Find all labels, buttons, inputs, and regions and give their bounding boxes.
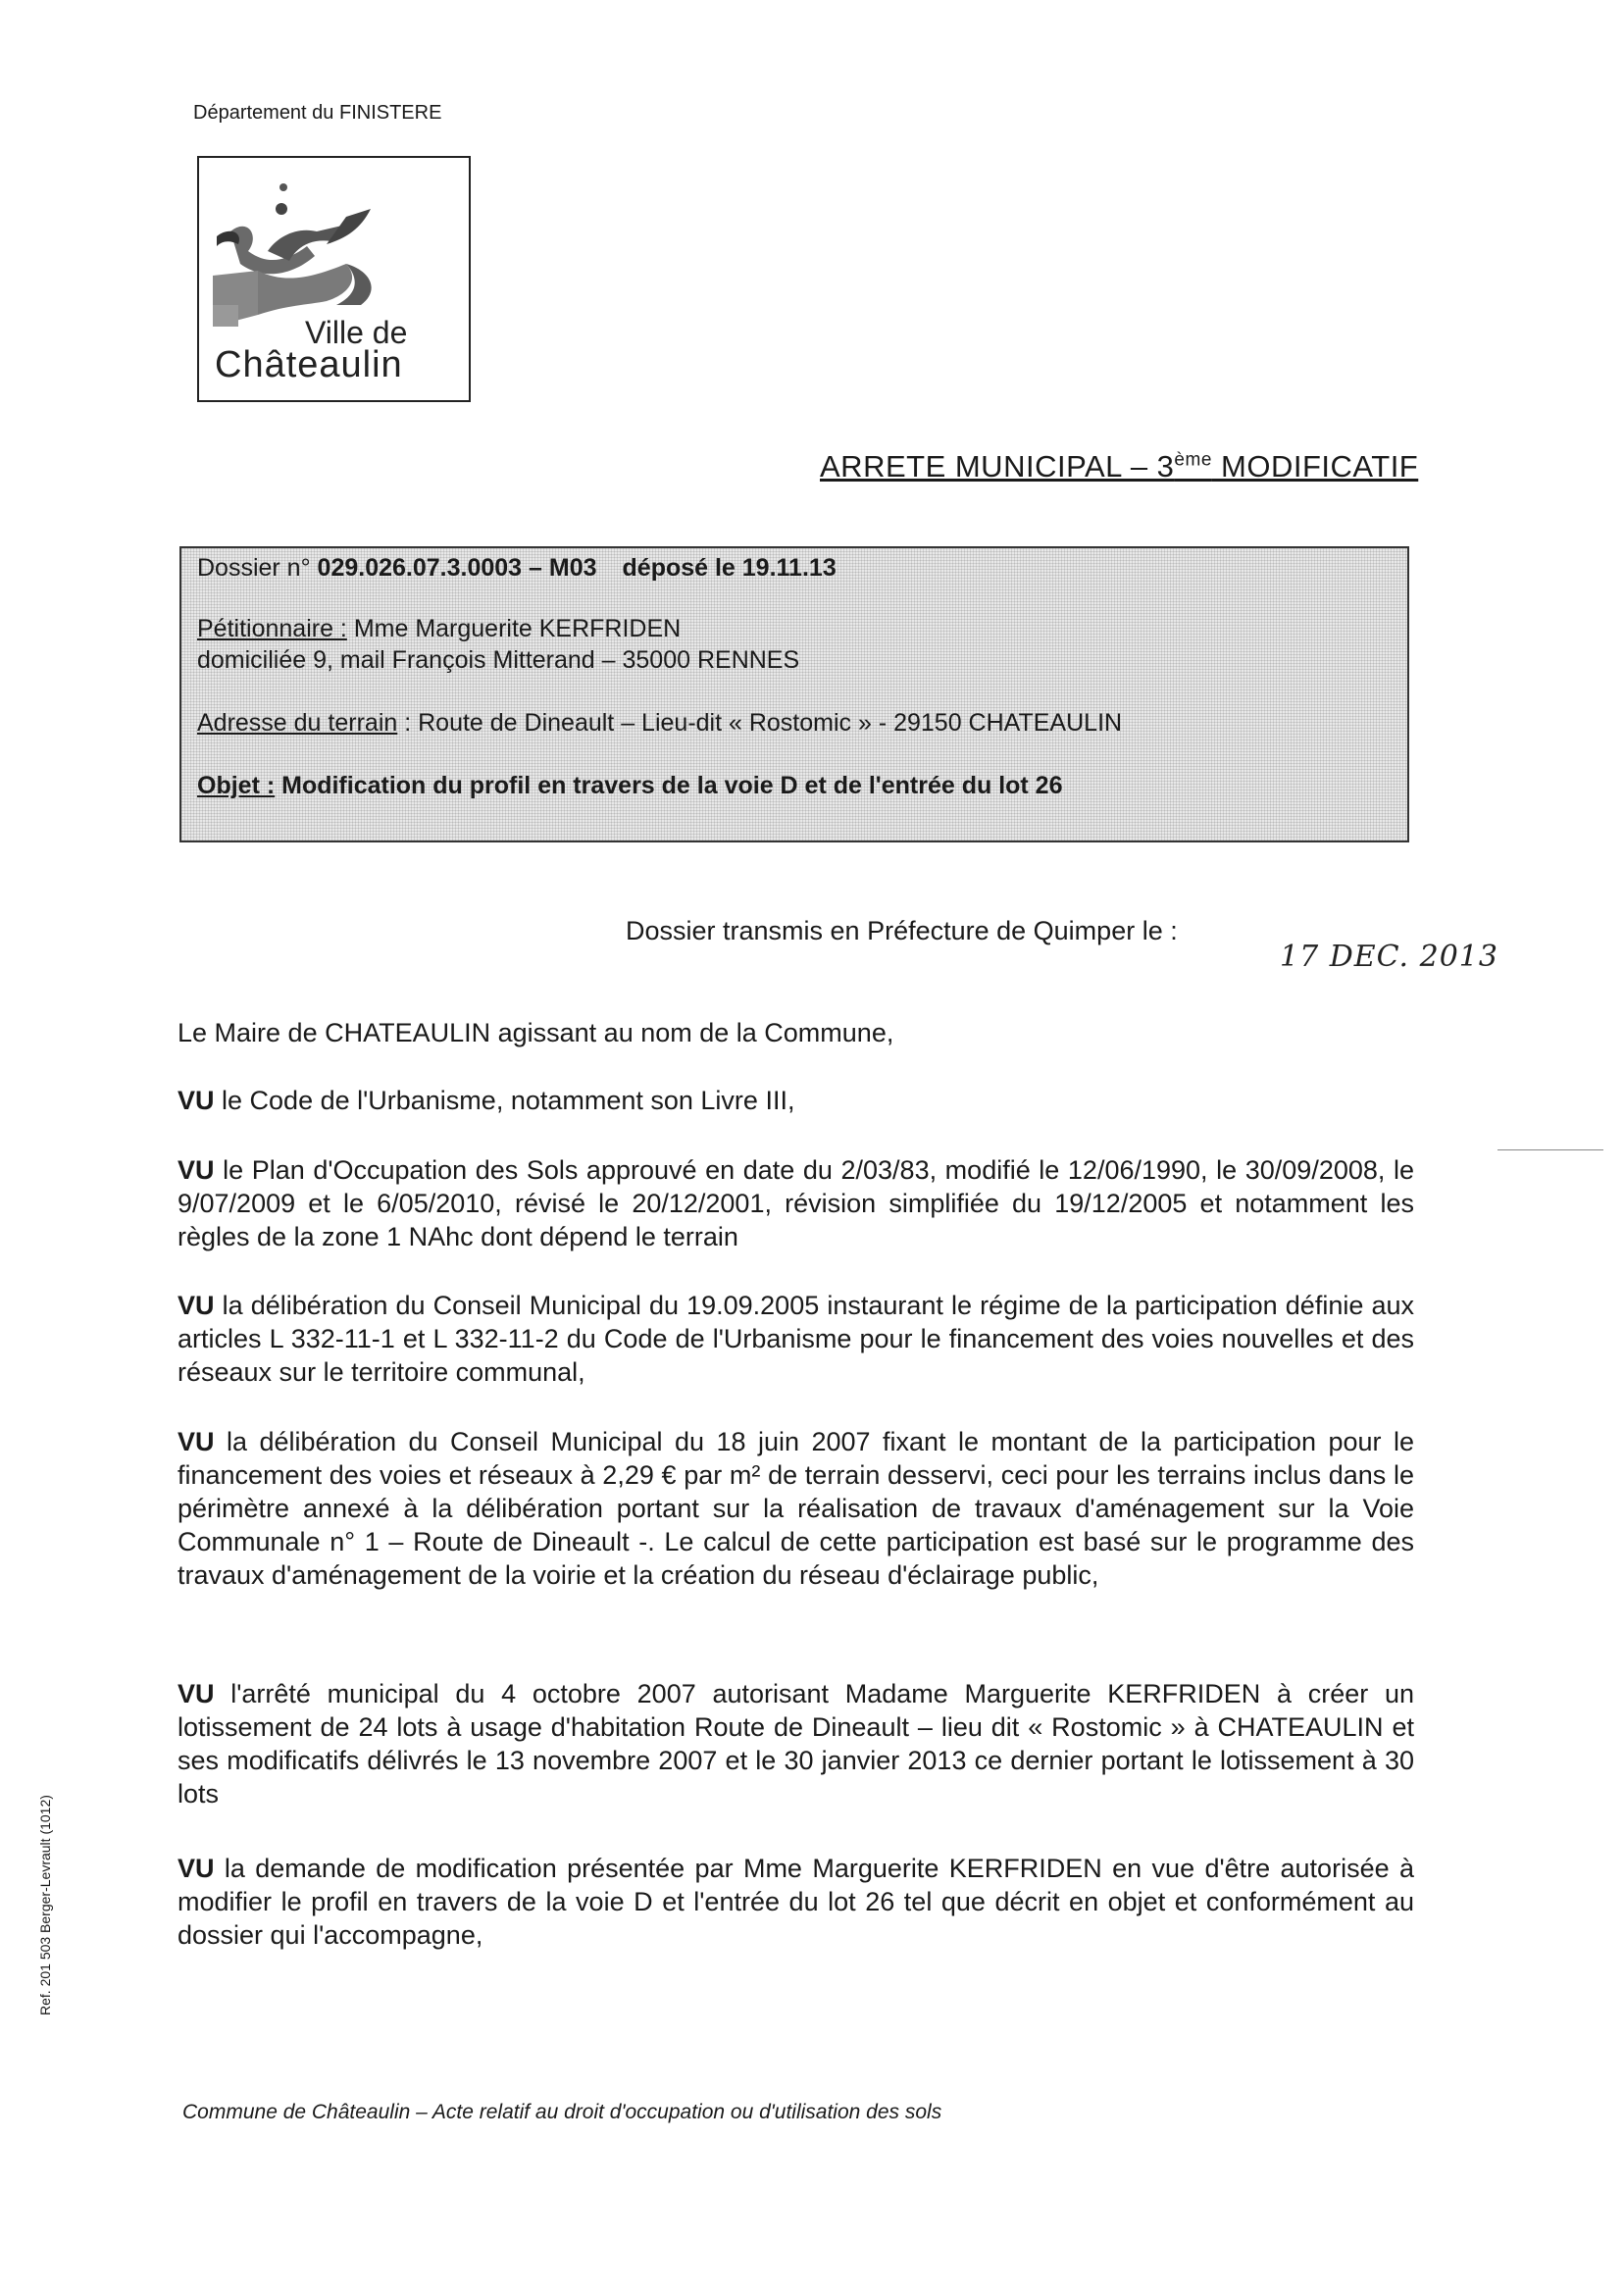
vu-label: VU bbox=[178, 1291, 215, 1320]
vu-text: l'arrêté municipal du 4 octobre 2007 autorisant Madame Marguerite KERFRIDEN à créer un lotissement de 24 lots à usage d'habitation Route de Dineault – lieu dit « Rostomic » à CHATEAULIN et ses modificatifs délivrés le 13 novembre 2007 et le 30 janvier 2013 ce dernier portant le lotissement à 30 lots bbox=[178, 1679, 1414, 1809]
petitioner-name: Mme Marguerite KERFRIDEN bbox=[346, 615, 682, 642]
vu-text: la demande de modification présentée par Mme Marguerite KERFRIDEN en vue d'être autorisée à modifier le profil en travers de la voie D et l'entrée du lot 26 tel que décrit en objet et conformément au dossier qui l'accompagne, bbox=[178, 1854, 1414, 1950]
vu-text: le Code de l'Urbanisme, notamment son Livre III, bbox=[214, 1086, 795, 1115]
prefecture-transmission: Dossier transmis en Préfecture de Quimper le : bbox=[626, 916, 1178, 945]
land-address-label: Adresse du terrain bbox=[197, 709, 398, 737]
transmission-date-stamp: 17 DEC. 2013 bbox=[1280, 940, 1498, 974]
document-title bbox=[820, 449, 1418, 484]
vu-label: VU bbox=[178, 1086, 215, 1115]
vu-paragraph bbox=[178, 1852, 1414, 1952]
object-line bbox=[197, 772, 1063, 800]
page-footer: Commune de Châteaulin – Acte relatif au droit d'occupation ou d'utilisation des sols bbox=[182, 2101, 942, 2123]
dossier-deposit-date: déposé le 19.11.13 bbox=[622, 554, 837, 582]
title-tail: MODIFICATIF bbox=[1211, 449, 1419, 484]
logo-text-line2: Châteaulin bbox=[215, 344, 403, 385]
vu-paragraph bbox=[178, 1084, 1414, 1117]
object-label: Objet : bbox=[197, 772, 276, 799]
vu-paragraph bbox=[178, 1425, 1414, 1592]
form-reference: Ref. 201 503 Berger-Levrault (1012) bbox=[37, 1795, 53, 2015]
department-label: Département du FINISTERE bbox=[193, 102, 442, 124]
vu-paragraph bbox=[178, 1153, 1414, 1253]
vu-text: la délibération du Conseil Municipal du 19.09.2005 instaurant le régime de la participation définie aux articles L 332-11-1 et L 332-11-2 du Code de l'Urbanisme pour le financement des voies nouvelles et des réseaux sur le territoire communal, bbox=[178, 1291, 1414, 1387]
title-sup: ème bbox=[1174, 449, 1212, 471]
petitioner-label: Pétitionnaire : bbox=[197, 615, 347, 642]
petitioner-line bbox=[197, 615, 681, 643]
land-address-line bbox=[197, 709, 1122, 738]
city-logo bbox=[197, 156, 471, 402]
title-main: ARRETE MUNICIPAL – 3 bbox=[820, 449, 1175, 484]
vu-paragraph bbox=[178, 1289, 1414, 1389]
object-text: Modification du profil en travers de la voie D et de l'entrée du lot 26 bbox=[275, 772, 1063, 799]
intro-paragraph: Le Maire de CHATEAULIN agissant au nom de la Commune, bbox=[178, 1018, 894, 1047]
dossier-label: Dossier n° bbox=[197, 554, 318, 582]
dossier-line bbox=[197, 554, 837, 583]
dossier-box bbox=[179, 546, 1409, 842]
vu-paragraph bbox=[178, 1677, 1414, 1810]
vu-text: le Plan d'Occupation des Sols approuvé en date du 2/03/83, modifié le 12/06/1990, le 30/09/2008, le 9/07/2009 et le 6/05/2010, révisé le 20/12/2001, révision simplifiée du 19/12/2005 et notamment les règles de la zone 1 NAhc dont dépend le terrain bbox=[178, 1155, 1414, 1251]
dossier-number: 029.026.07.3.0003 – M03 bbox=[317, 554, 597, 582]
land-address: : Route de Dineault – Lieu-dit « Rostomic » - 29150 CHATEAULIN bbox=[397, 709, 1123, 737]
vu-label: VU bbox=[178, 1854, 215, 1883]
logo-text-line1: Ville de bbox=[305, 315, 408, 350]
vu-label: VU bbox=[178, 1155, 215, 1185]
vu-label: VU bbox=[178, 1427, 215, 1456]
vu-label: VU bbox=[178, 1679, 215, 1708]
petitioner-address: domiciliée 9, mail François Mitterand – 35000 RENNES bbox=[197, 646, 800, 674]
scan-edge-divider bbox=[1497, 1149, 1603, 1150]
vu-text: la délibération du Conseil Municipal du 18 juin 2007 fixant le montant de la participation pour le financement des voies et réseaux à 2,29 € par m² de terrain desservi, ceci pour les terrains inclus dans le périmètre annexé à la délibération portant sur la réalisation de travaux d'aménagement sur la Voie Communale n° 1 – Route de Dineault -. Le calcul de cette participation est basé sur le programme des travaux d'aménagement de la voirie et la création du réseau d'éclairage public, bbox=[178, 1427, 1414, 1590]
